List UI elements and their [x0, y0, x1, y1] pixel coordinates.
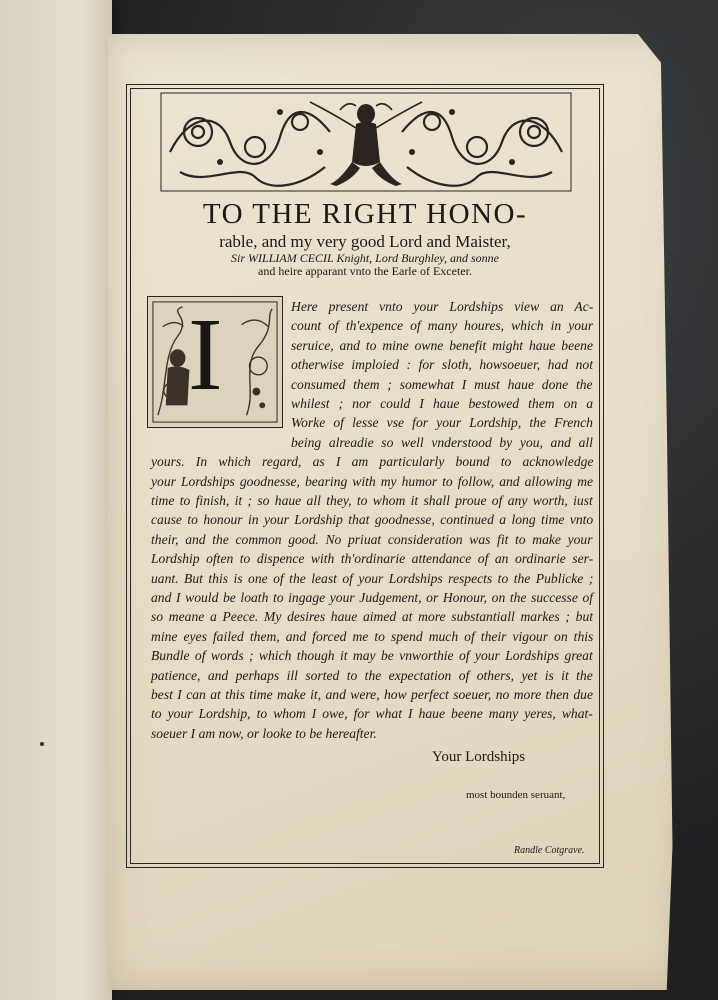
headpiece-ornament: [160, 92, 572, 192]
body-line: soeuer I am now, or looke to be hereafter.: [151, 725, 377, 741]
body-line: best I can at this time make it, and were, how perfect soeuer, no more then due: [151, 687, 593, 702]
body-line: count of th'expence of many houres, which in your: [291, 318, 594, 334]
body-line: Bundle of words ; which though it may be vnworthie of your Lordships great: [151, 648, 593, 664]
body-line: their, and the common good. No priuat consideration was fit to make your: [151, 531, 593, 547]
body-line: uant. But this is one of the least of your Lordships respects to the Publicke ;: [151, 570, 594, 586]
body-line: consumed them ; somewhat I must haue done the: [291, 376, 593, 392]
decorated-initial: [147, 296, 283, 428]
body-line: seruice, and to mine owne benefit might haue beene: [291, 337, 593, 353]
author-signature: Randle Cotgrave.: [514, 845, 585, 856]
body-line: your Lordships goodnesse, bearing with my humor to follow, and allowing me: [151, 473, 594, 489]
body-line: and I would be loath to ingage your Judgement, or Honour, on the successe of: [151, 590, 594, 605]
body-line: being alreadie so well vnderstood by you, and all: [291, 434, 593, 450]
dedication-title: TO THE RIGHT HONO-: [202, 198, 528, 230]
body-line: mine eyes failed them, and forced me to spend much of their vigour on this: [151, 628, 594, 644]
body-line: time to finish, it ; so haue all they, to whom it shall proue of any worth, iust: [151, 493, 593, 508]
body-line: Here present vnto your Lordships view an Ac-: [291, 299, 594, 314]
body-line: patience, and perhaps ill sorted to the expectation of others, yet is it the: [151, 667, 593, 683]
initial-letter-i: I: [188, 297, 223, 412]
body-line: so meane a Peece. My desires haue aimed at more substantiall markes ; but: [151, 609, 594, 625]
body-line: yours. In which regard, as I am particularly bound to acknowledge: [151, 454, 594, 470]
servant-line: most bounden seruant,: [466, 789, 566, 801]
body-line: Worke of lesse vse for your Lordship, the French: [291, 415, 593, 431]
dedication-subtitle: rable, and my very good Lord and Maister,: [219, 232, 511, 251]
ink-spot: [40, 742, 44, 746]
body-line: otherwise imploied : for sloth, howsoeuer, had not: [291, 357, 593, 373]
body-line: to your Lordship, to whom I owe, for what I haue beene many yeres, what-: [151, 706, 593, 722]
left-page-edge: [0, 0, 112, 1000]
body-line: Lordship often to dispence with th'ordinarie attendance of an ordinarie ser-: [151, 551, 594, 567]
closing-salutation: Your Lordships: [432, 749, 526, 765]
dedicatee-name: Sir WILLIAM CECIL Knight, Lord Burghley, and sonne: [231, 251, 499, 265]
body-line: whilest ; nor could I haue bestowed them on a: [291, 396, 594, 411]
dedicatee-title: and heire apparant vnto the Earle of Exceter.: [258, 264, 472, 278]
body-line: cause to honour in your Lordship that goodnesse, continued a long time vnto: [151, 512, 594, 528]
